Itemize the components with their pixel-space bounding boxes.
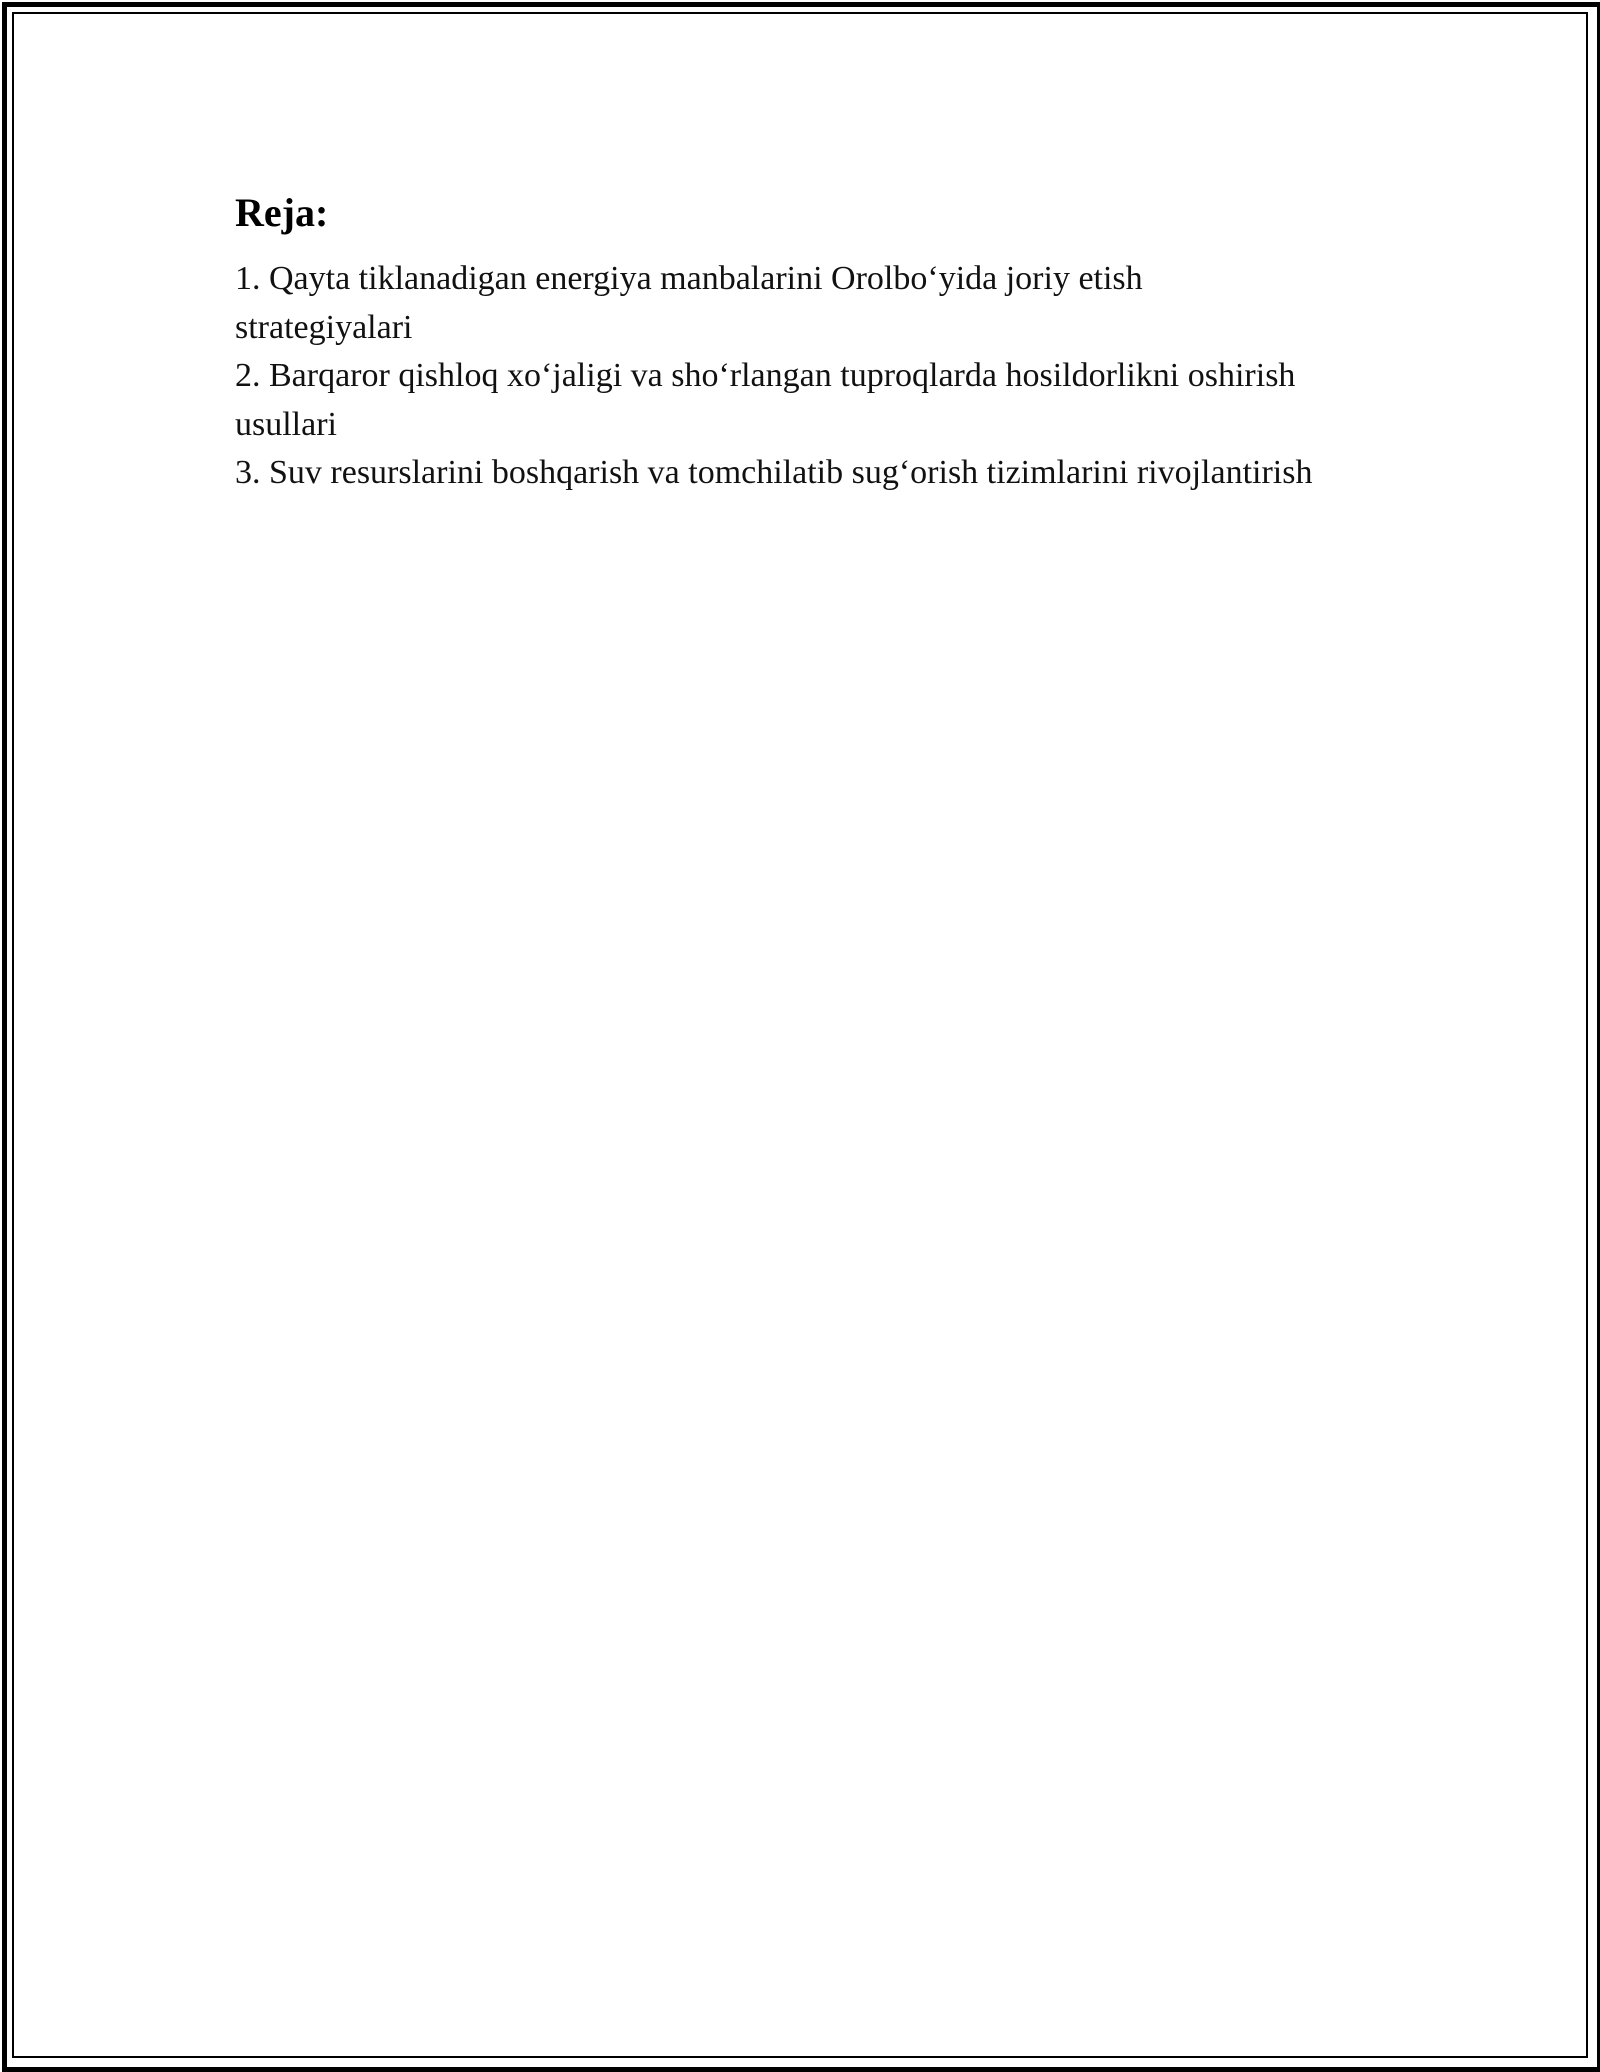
plan-item-2: 2. Barqaror qishloq xo‘jaligi va sho‘rlangan tuproqlarda hosildorlikni oshirish usullari — [235, 357, 1296, 443]
plan-item-3: 3. Suv resurslarini boshqarish va tomchilatib sug‘orish tizimlarini rivojlantirish — [235, 454, 1313, 491]
plan-list — [235, 255, 1315, 498]
page-title: Reja: — [235, 190, 329, 235]
plan-item-1: 1. Qayta tiklanadigan energiya manbalarini Orolbo‘yida joriy etish strategiyalari — [235, 260, 1143, 346]
page-content — [235, 185, 1315, 498]
